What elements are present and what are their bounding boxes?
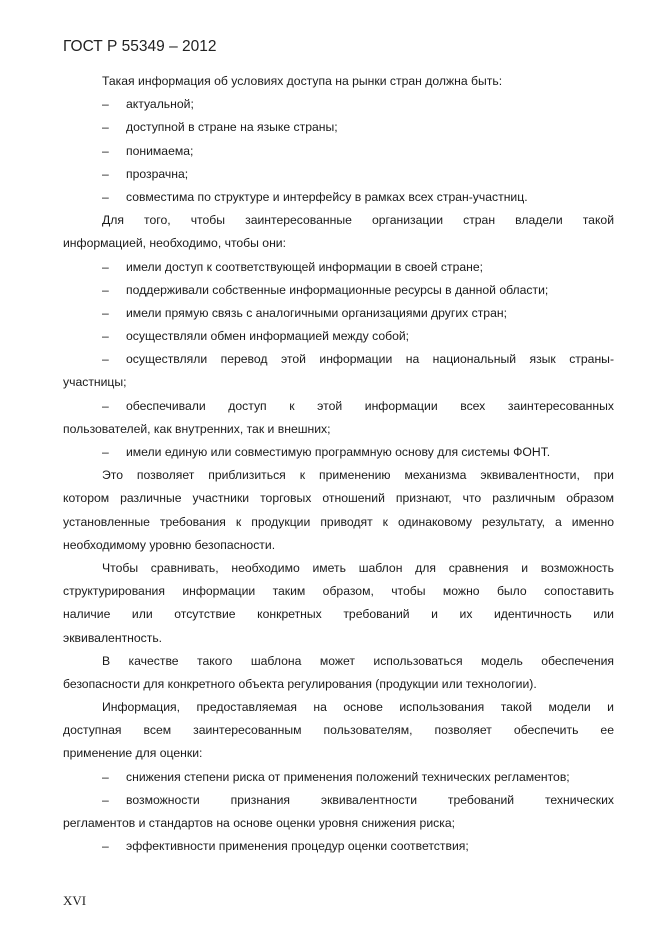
paragraph-line: Такая информация об условиях доступа на рынки стран должна быть:: [102, 74, 503, 88]
list-item-continuation: регламентов и стандартов на основе оценки уровня снижения риска;: [63, 816, 455, 830]
document-header: ГОСТ Р 55349 – 2012: [63, 38, 217, 55]
list-item: [63, 302, 614, 325]
list-item: [63, 186, 614, 209]
list-item-text: имели единую или совместимую программную основу для системы ФОНТ.: [126, 445, 551, 459]
list-item-text: снижения степени риска от применения положений технических регламентов;: [126, 769, 570, 784]
bullet-dash: –: [102, 839, 109, 854]
list-item-text: актуальной;: [126, 97, 194, 112]
bullet-dash: –: [102, 792, 109, 807]
paragraph-line: эквивалентность.: [63, 630, 163, 645]
bullet-dash: –: [102, 120, 109, 135]
list-item: [63, 116, 614, 139]
paragraph-line: необходимому уровню безопасности.: [63, 537, 276, 552]
list-item-text: имели прямую связь с аналогичными организациями других стран;: [126, 305, 507, 320]
list-item-text: обеспечивали доступ к этой информации всех заинтересованных: [126, 398, 614, 413]
list-item: [63, 395, 614, 418]
list-item: [63, 789, 614, 812]
page-number: XVI: [63, 893, 87, 908]
list-item: [63, 766, 614, 789]
paragraph-line: установленные требования к продукции приводят к одинаковому результату, а именно: [63, 514, 614, 529]
paragraph-line: Информация, предоставляемая на основе использования такой модели и: [102, 700, 614, 715]
list-item-text: доступной в стране на языке страны;: [126, 120, 338, 135]
paragraph-line: Чтобы сравнивать, необходимо иметь шаблон для сравнения и возможность: [102, 560, 614, 575]
paragraph-line: Это позволяет приблизиться к применению механизма эквивалентности, при: [102, 468, 614, 483]
list-item: [63, 325, 614, 348]
list-item-text: поддерживали собственные информационные ресурсы в данной области;: [126, 282, 549, 297]
list-item: [63, 835, 614, 858]
bullet-dash: –: [102, 305, 109, 320]
list-item-text: прозрачна;: [126, 166, 189, 181]
paragraph-line: наличие или отсутствие конкретных требований и их идентичность или: [63, 607, 614, 622]
list-item-text: осуществляли перевод этой информации на национальный язык страны-: [126, 352, 614, 367]
bullet-dash: –: [102, 189, 109, 204]
list-item: [63, 140, 614, 163]
list-item: [63, 93, 614, 116]
list-item-continuation: пользователей, как внутренних, так и внешних;: [63, 421, 331, 436]
bullet-dash: –: [102, 445, 109, 459]
paragraph-line: котором различные участники торговых отношений признают, что различным образом: [63, 491, 614, 506]
bullet-dash: –: [102, 769, 109, 784]
paragraph-line: В качестве такого шаблона может использоваться модель обеспечения: [102, 653, 614, 668]
list-item-text: имели доступ к соответствующей информации в своей стране;: [126, 259, 484, 274]
list-item: [63, 256, 614, 279]
paragraph-line: применение для оценки:: [63, 746, 203, 761]
list-item: [63, 441, 614, 464]
bullet-dash: –: [102, 352, 109, 367]
bullet-dash: –: [102, 329, 109, 344]
list-item: [63, 163, 614, 186]
paragraph-line: информацией, необходимо, чтобы они:: [63, 236, 287, 251]
list-item: [63, 348, 614, 371]
list-item: [63, 279, 614, 302]
paragraph-line: Для того, чтобы заинтересованные организации стран владели такой: [102, 213, 614, 228]
paragraph-line: доступная всем заинтересованным пользователям, позволяет обеспечить ее: [63, 723, 614, 738]
bullet-dash: –: [102, 398, 109, 413]
document-body: [63, 70, 614, 858]
list-item-text: осуществляли обмен информацией между собой;: [126, 329, 410, 344]
list-item-text: совместима по структуре и интерфейсу в рамках всех стран-участниц.: [126, 189, 528, 204]
paragraph-line: безопасности для конкретного объекта регулирования (продукции или технологии).: [63, 676, 537, 691]
bullet-dash: –: [102, 282, 109, 297]
bullet-dash: –: [102, 97, 109, 112]
paragraph-line: структурирования информации таким образом, чтобы можно было сопоставить: [63, 584, 614, 599]
bullet-dash: –: [102, 259, 109, 274]
bullet-dash: –: [102, 143, 109, 158]
list-item-text: понимаема;: [126, 143, 194, 158]
list-item-text: возможности признания эквивалентности требований технических: [126, 792, 614, 807]
list-item-text: эффективности применения процедур оценки соответствия;: [126, 839, 469, 854]
bullet-dash: –: [102, 166, 109, 181]
list-item-continuation: участницы;: [63, 375, 127, 390]
